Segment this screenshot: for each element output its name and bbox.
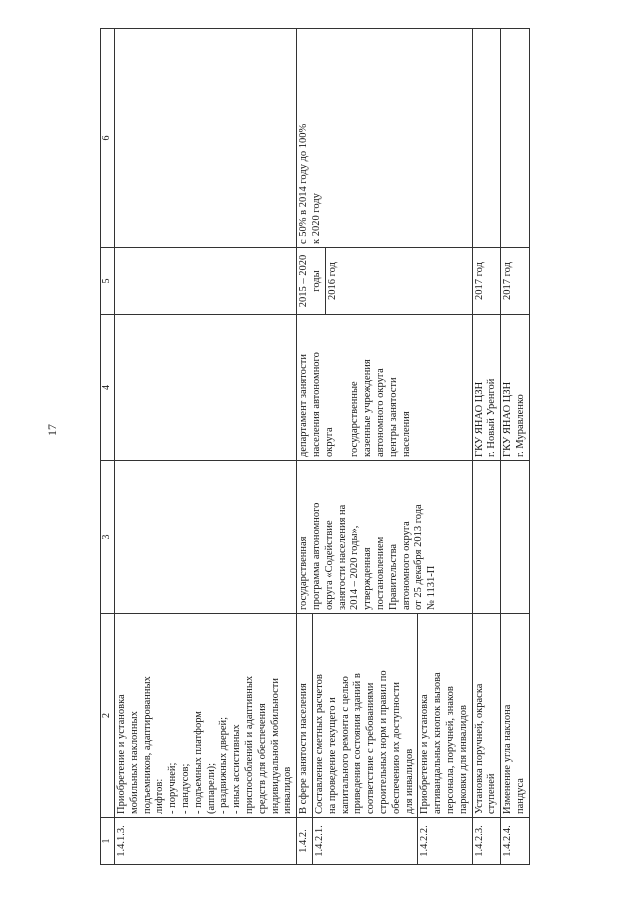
table-row <box>297 29 313 865</box>
row-number: 1.4.2.2. <box>418 818 472 865</box>
row-term: 2017 год <box>501 248 530 315</box>
row-number: 1.4.1.3. <box>115 818 297 865</box>
page-number: 17 <box>45 424 59 436</box>
header-col-6: 6 <box>101 29 115 248</box>
term-year: 2016 год <box>326 262 338 300</box>
row-action: Приобретение и установка антивандальных кнопок вызова персонала, поручней, знаков парковки для инвалидов <box>418 614 472 818</box>
header-col-1: 1 <box>101 818 115 865</box>
table-row <box>115 29 297 865</box>
row-executor <box>115 315 297 461</box>
row-source <box>115 461 297 614</box>
row-indicator <box>472 29 501 248</box>
row-term <box>115 248 297 315</box>
table-row <box>501 29 530 865</box>
row-number: 1.4.2.1. <box>312 818 417 865</box>
row-action: Составление сметных расчетов на проведение текущего и капитального ремонта с целью приведения состояния зданий в соответствие с требованиями строительных норм и правил по обеспечению их доступности для инвалидов <box>312 614 417 818</box>
row-number: 1.4.2.3. <box>472 818 501 865</box>
row-indicator: с 50% в 2014 году до 100% к 2020 году <box>297 29 472 248</box>
row-indicator <box>115 29 297 248</box>
term-subtable <box>297 248 340 314</box>
row-term <box>297 248 472 315</box>
header-col-4: 4 <box>101 315 115 461</box>
header-row <box>101 29 115 865</box>
header-col-3: 3 <box>101 461 115 614</box>
row-action: В сфере занятости населения <box>297 614 313 818</box>
row-action: Установка поручней, окраска ступеней <box>472 614 501 818</box>
row-number: 1.4.2. <box>297 818 313 865</box>
row-indicator <box>501 29 530 248</box>
row-action: Приобретение и установка мобильных наклонных подъемников, адаптированных лифтов: - поручней; - пандусов; - подъемных платформ (аппарели); - раздвижных дверей; - иных ассистивных приспособлений и адаптивных средств для обеспечения индивидуальной мобильности инвалидов <box>115 614 297 818</box>
row-term: 2017 год <box>472 248 501 315</box>
term-period: 2015 – 2020 годы <box>297 248 325 314</box>
row-executor: ГКУ ЯНАО ЦЗН г. Муравленко <box>501 315 530 461</box>
row-source <box>501 461 530 614</box>
table-row <box>472 29 501 865</box>
row-executor: ГКУ ЯНАО ЦЗН г. Новый Уренгой <box>472 315 501 461</box>
row-source <box>472 461 501 614</box>
row-executor: департамент занятости населения автономного округа государственные казенные учреждения автономного округа центры занятости населения <box>297 315 472 461</box>
header-col-5: 5 <box>101 248 115 315</box>
rotated-table-wrapper <box>100 35 530 865</box>
measures-table <box>100 28 530 865</box>
row-action: Изменение угла наклона пандуса <box>501 614 530 818</box>
header-col-2: 2 <box>101 614 115 818</box>
row-source: государственная программа автономного округа «Содействие занятости населения на 2014 – 2020 годы», утвержденная постановлением Правительства автономного округа от 25 декабря 2013 года № 1131-П <box>297 461 472 614</box>
row-number: 1.4.2.4. <box>501 818 530 865</box>
